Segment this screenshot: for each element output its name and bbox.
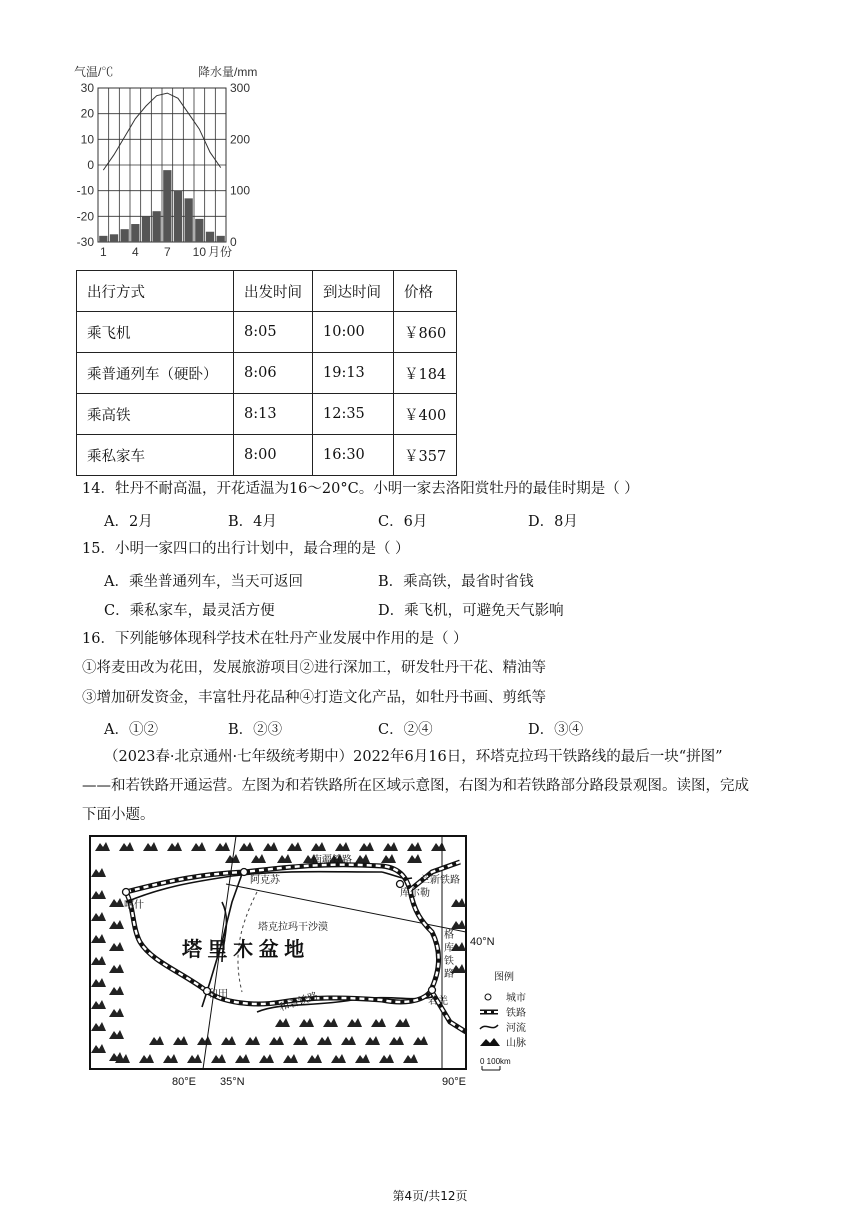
q16-option-b[interactable]: B．②③ [228, 722, 283, 738]
q16-stem: 16．下列能够体现科学技术在牡丹产业发展中作用的是（ ） [82, 631, 468, 647]
legend-title: 图例 [494, 972, 514, 983]
map-label-kuerle: 库尔勒 [400, 888, 430, 899]
table-cell: 乘普通列车（硬卧） [77, 353, 234, 394]
q16-option-d[interactable]: D．③④ [528, 722, 584, 738]
precip-bar [110, 234, 118, 242]
svg-text:铁: 铁 [444, 956, 454, 967]
precip-tick-label: 0 [230, 235, 237, 249]
temp-tick-label: 10 [80, 132, 94, 147]
q15-option-b[interactable]: B．乘高铁，最省时省钱 [378, 574, 534, 590]
table-header: 到达时间 [313, 271, 394, 312]
precip-bar [185, 198, 193, 242]
travel-table [76, 270, 457, 476]
table-cell: 8:05 [234, 312, 313, 353]
q15-option-c[interactable]: C．乘私家车，最灵活方便 [104, 603, 275, 619]
legend-mountain: 山脉 [506, 1038, 526, 1049]
map-label-ruoqiang: 若羌 [428, 996, 448, 1007]
map-label-kashi: 喀什 [124, 900, 144, 911]
x-tick-label: 7 [163, 245, 171, 259]
table-cell: 10:00 [313, 312, 394, 353]
table-cell: 乘高铁 [77, 394, 234, 435]
table-cell: ￥860 [394, 312, 457, 353]
svg-text:格: 格 [444, 930, 454, 941]
precip-bar [217, 236, 225, 242]
temp-tick-label: 20 [80, 106, 94, 121]
map-label-akesu: 阿克苏 [250, 875, 280, 886]
precip-bar [131, 224, 139, 242]
table-row [77, 353, 457, 394]
x-tick-label: 1 [99, 245, 107, 259]
table-cell: 8:06 [234, 353, 313, 394]
temp-tick-label: -20 [76, 209, 94, 224]
precip-bar [163, 170, 171, 242]
tarim-railway-map [82, 832, 542, 1094]
x-tick-label: 10 [192, 245, 207, 259]
q15-option-a[interactable]: A．乘坐普通列车，当天可返回 [104, 574, 303, 590]
temp-tick-label: -10 [76, 183, 94, 198]
q14-option-c[interactable]: C．6月 [378, 514, 428, 530]
q16-statement-line-1: ①将麦田改为花田，发展旅游项目②进行深加工，研发牡丹干花、精油等 [82, 660, 546, 676]
lat-40n-label: 40°N [470, 936, 495, 948]
temp-axis-label: 气温/℃ [74, 65, 114, 79]
x-unit-label: 月份 [208, 245, 233, 259]
q14-option-b[interactable]: B．4月 [228, 514, 277, 530]
table-cell: 19:13 [313, 353, 394, 394]
table-header-row [77, 271, 457, 312]
precip-tick-label: 300 [230, 81, 251, 95]
table-cell: ￥184 [394, 353, 457, 394]
q16-option-a[interactable]: A．①② [104, 722, 158, 738]
lon-80e-label: 80°E [172, 1076, 196, 1088]
lat-35n-label: 35°N [220, 1076, 245, 1088]
table-cell: ￥400 [394, 394, 457, 435]
temp-tick-label: 0 [87, 158, 94, 172]
table-cell: 8:00 [234, 435, 313, 476]
precip-bar [195, 219, 203, 242]
q14-option-a[interactable]: A．2月 [104, 514, 153, 530]
map-label-herou: 和若铁路 [278, 990, 320, 1014]
legend-city: 城市 [506, 993, 526, 1004]
chart-grid [98, 88, 226, 242]
legend-river: 河流 [506, 1023, 526, 1034]
map-label-desert: 塔克拉玛干沙漠 [258, 922, 328, 933]
precip-axis-label: 降水量/mm [198, 65, 258, 79]
map-label-basin: 塔 里 木 盆 地 [182, 939, 305, 961]
temp-tick-label: 30 [80, 81, 94, 95]
precip-bar [206, 232, 214, 242]
table-cell: 乘飞机 [77, 312, 234, 353]
precip-tick-label: 100 [230, 183, 251, 198]
table-row [77, 394, 457, 435]
lon-90e-label: 90°E [442, 1076, 466, 1088]
q15-stem: 15．小明一家四口的出行计划中，最合理的是（ ） [82, 541, 410, 557]
legend-scale: 0 100km [480, 1057, 511, 1066]
precip-bar [121, 229, 129, 242]
intro-line-2: ——和若铁路开通运营。左图为和若铁路所在区域示意图，右图为和若铁路部分路段景观图。读图，完成 [82, 778, 749, 794]
precip-tick-label: 200 [230, 132, 251, 147]
map-label-nanjiang: 南疆铁路 [312, 855, 352, 866]
page-footer: 第4页/共12页 [392, 1189, 468, 1203]
intro-line-3: 下面小题。 [82, 807, 155, 823]
q14-stem: 14．牡丹不耐高温，开花适温为16～20°C。小明一家去洛阳赏牡丹的最佳时期是（ ） [82, 481, 639, 497]
svg-text:路: 路 [444, 969, 454, 980]
svg-text:库: 库 [444, 943, 454, 954]
table-header: 出行方式 [77, 271, 234, 312]
table-row [77, 435, 457, 476]
precip-bar [142, 216, 150, 242]
q16-option-c[interactable]: C．②④ [378, 722, 433, 738]
q14-option-d[interactable]: D．8月 [528, 514, 578, 530]
precip-bar [174, 191, 182, 242]
table-cell: 8:13 [234, 394, 313, 435]
climate-chart [70, 60, 280, 265]
precip-bar [153, 211, 161, 242]
map-legend [480, 970, 526, 1070]
q15-option-d[interactable]: D．乘飞机，可避免天气影响 [378, 603, 564, 619]
table-cell: 12:35 [313, 394, 394, 435]
map-label-lanxin: 兰新铁路 [420, 875, 460, 886]
q16-statement-line-2: ③增加研发资金，丰富牡丹花品种④打造文化产品，如牡丹书画、剪纸等 [82, 690, 546, 706]
table-header: 出发时间 [234, 271, 313, 312]
legend-railway: 铁路 [506, 1008, 526, 1019]
x-tick-label: 4 [131, 245, 139, 259]
table-cell: 乘私家车 [77, 435, 234, 476]
intro-line-1: （2023春·北京通州·七年级统考期中）2022年6月16日，环塔克拉玛干铁路线的最后一块“拼图” [104, 749, 723, 765]
table-cell: 16:30 [313, 435, 394, 476]
table-cell: ￥357 [394, 435, 457, 476]
precip-bar [99, 236, 107, 242]
table-row [77, 312, 457, 353]
temp-tick-label: -30 [76, 235, 94, 249]
map-label-hetian: 和田 [208, 989, 228, 1000]
table-header: 价格 [394, 271, 457, 312]
